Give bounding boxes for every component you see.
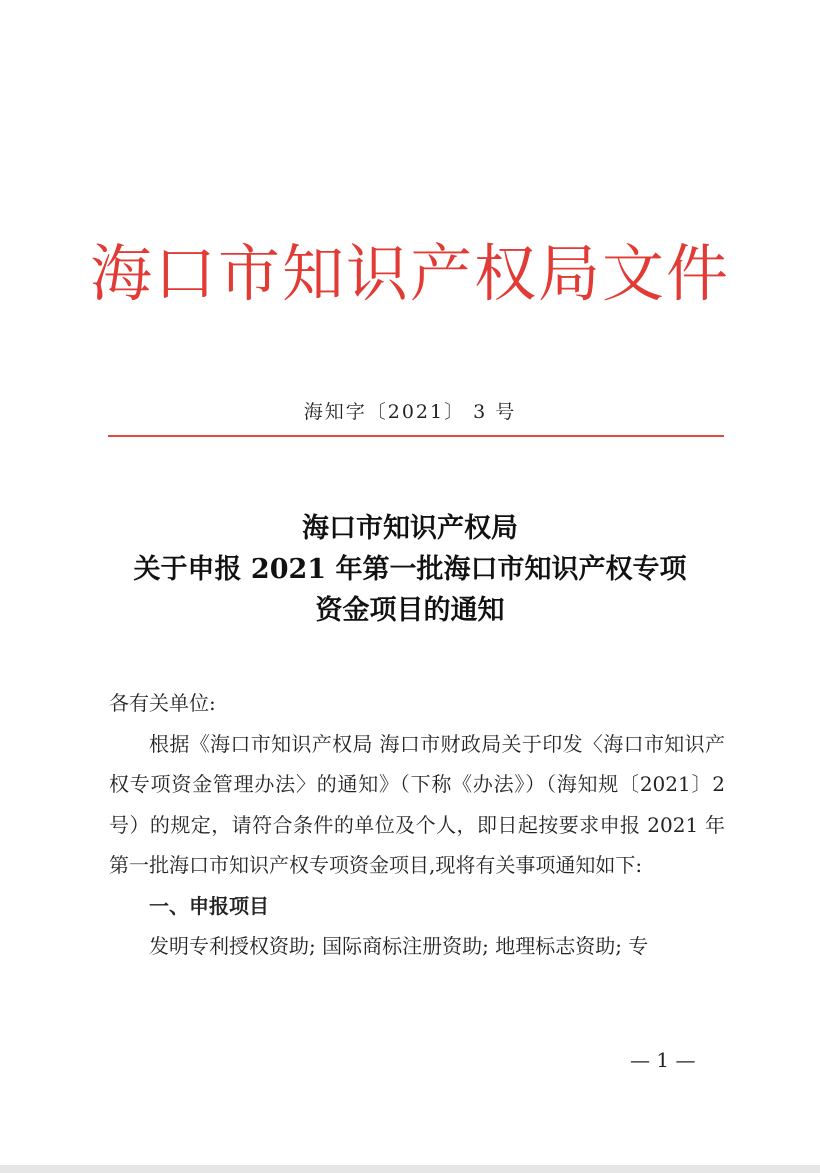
- notice-title: [0, 508, 820, 631]
- notice-title-line-1: 海口市知识产权局: [302, 513, 518, 544]
- body-paragraph: 根据《海口市知识产权局 海口市财政局关于印发〈海口市知识产权专项资金管理办法〉的通知》（下称《办法》）（海知规〔2021〕2 号）的规定，请符合条件的单位及个人，即日起按要求申报 2021 年第一批海口市知识产权专项资金项目,现将有关事项通知如下:: [109, 731, 725, 877]
- section-heading: 一、申报项目: [149, 893, 269, 918]
- notice-title-line-2: 关于申报 2021 年第一批海口市知识产权专项: [133, 554, 687, 585]
- salutation: 各有关单位:: [109, 691, 216, 715]
- document-number: 海知字〔2021〕 3 号: [303, 401, 517, 423]
- notice-title-line-3: 资金项目的通知: [315, 595, 505, 626]
- issuer-title: 海口市知识产权局文件: [89, 237, 730, 310]
- notice-body: [109, 683, 725, 967]
- page-bottom-edge: [0, 1165, 820, 1173]
- section-paragraph: 发明专利授权资助; 国际商标注册资助; 地理标志资助; 专: [149, 934, 649, 958]
- page-number: — 1 —: [630, 1048, 696, 1072]
- red-divider-line: [108, 435, 724, 437]
